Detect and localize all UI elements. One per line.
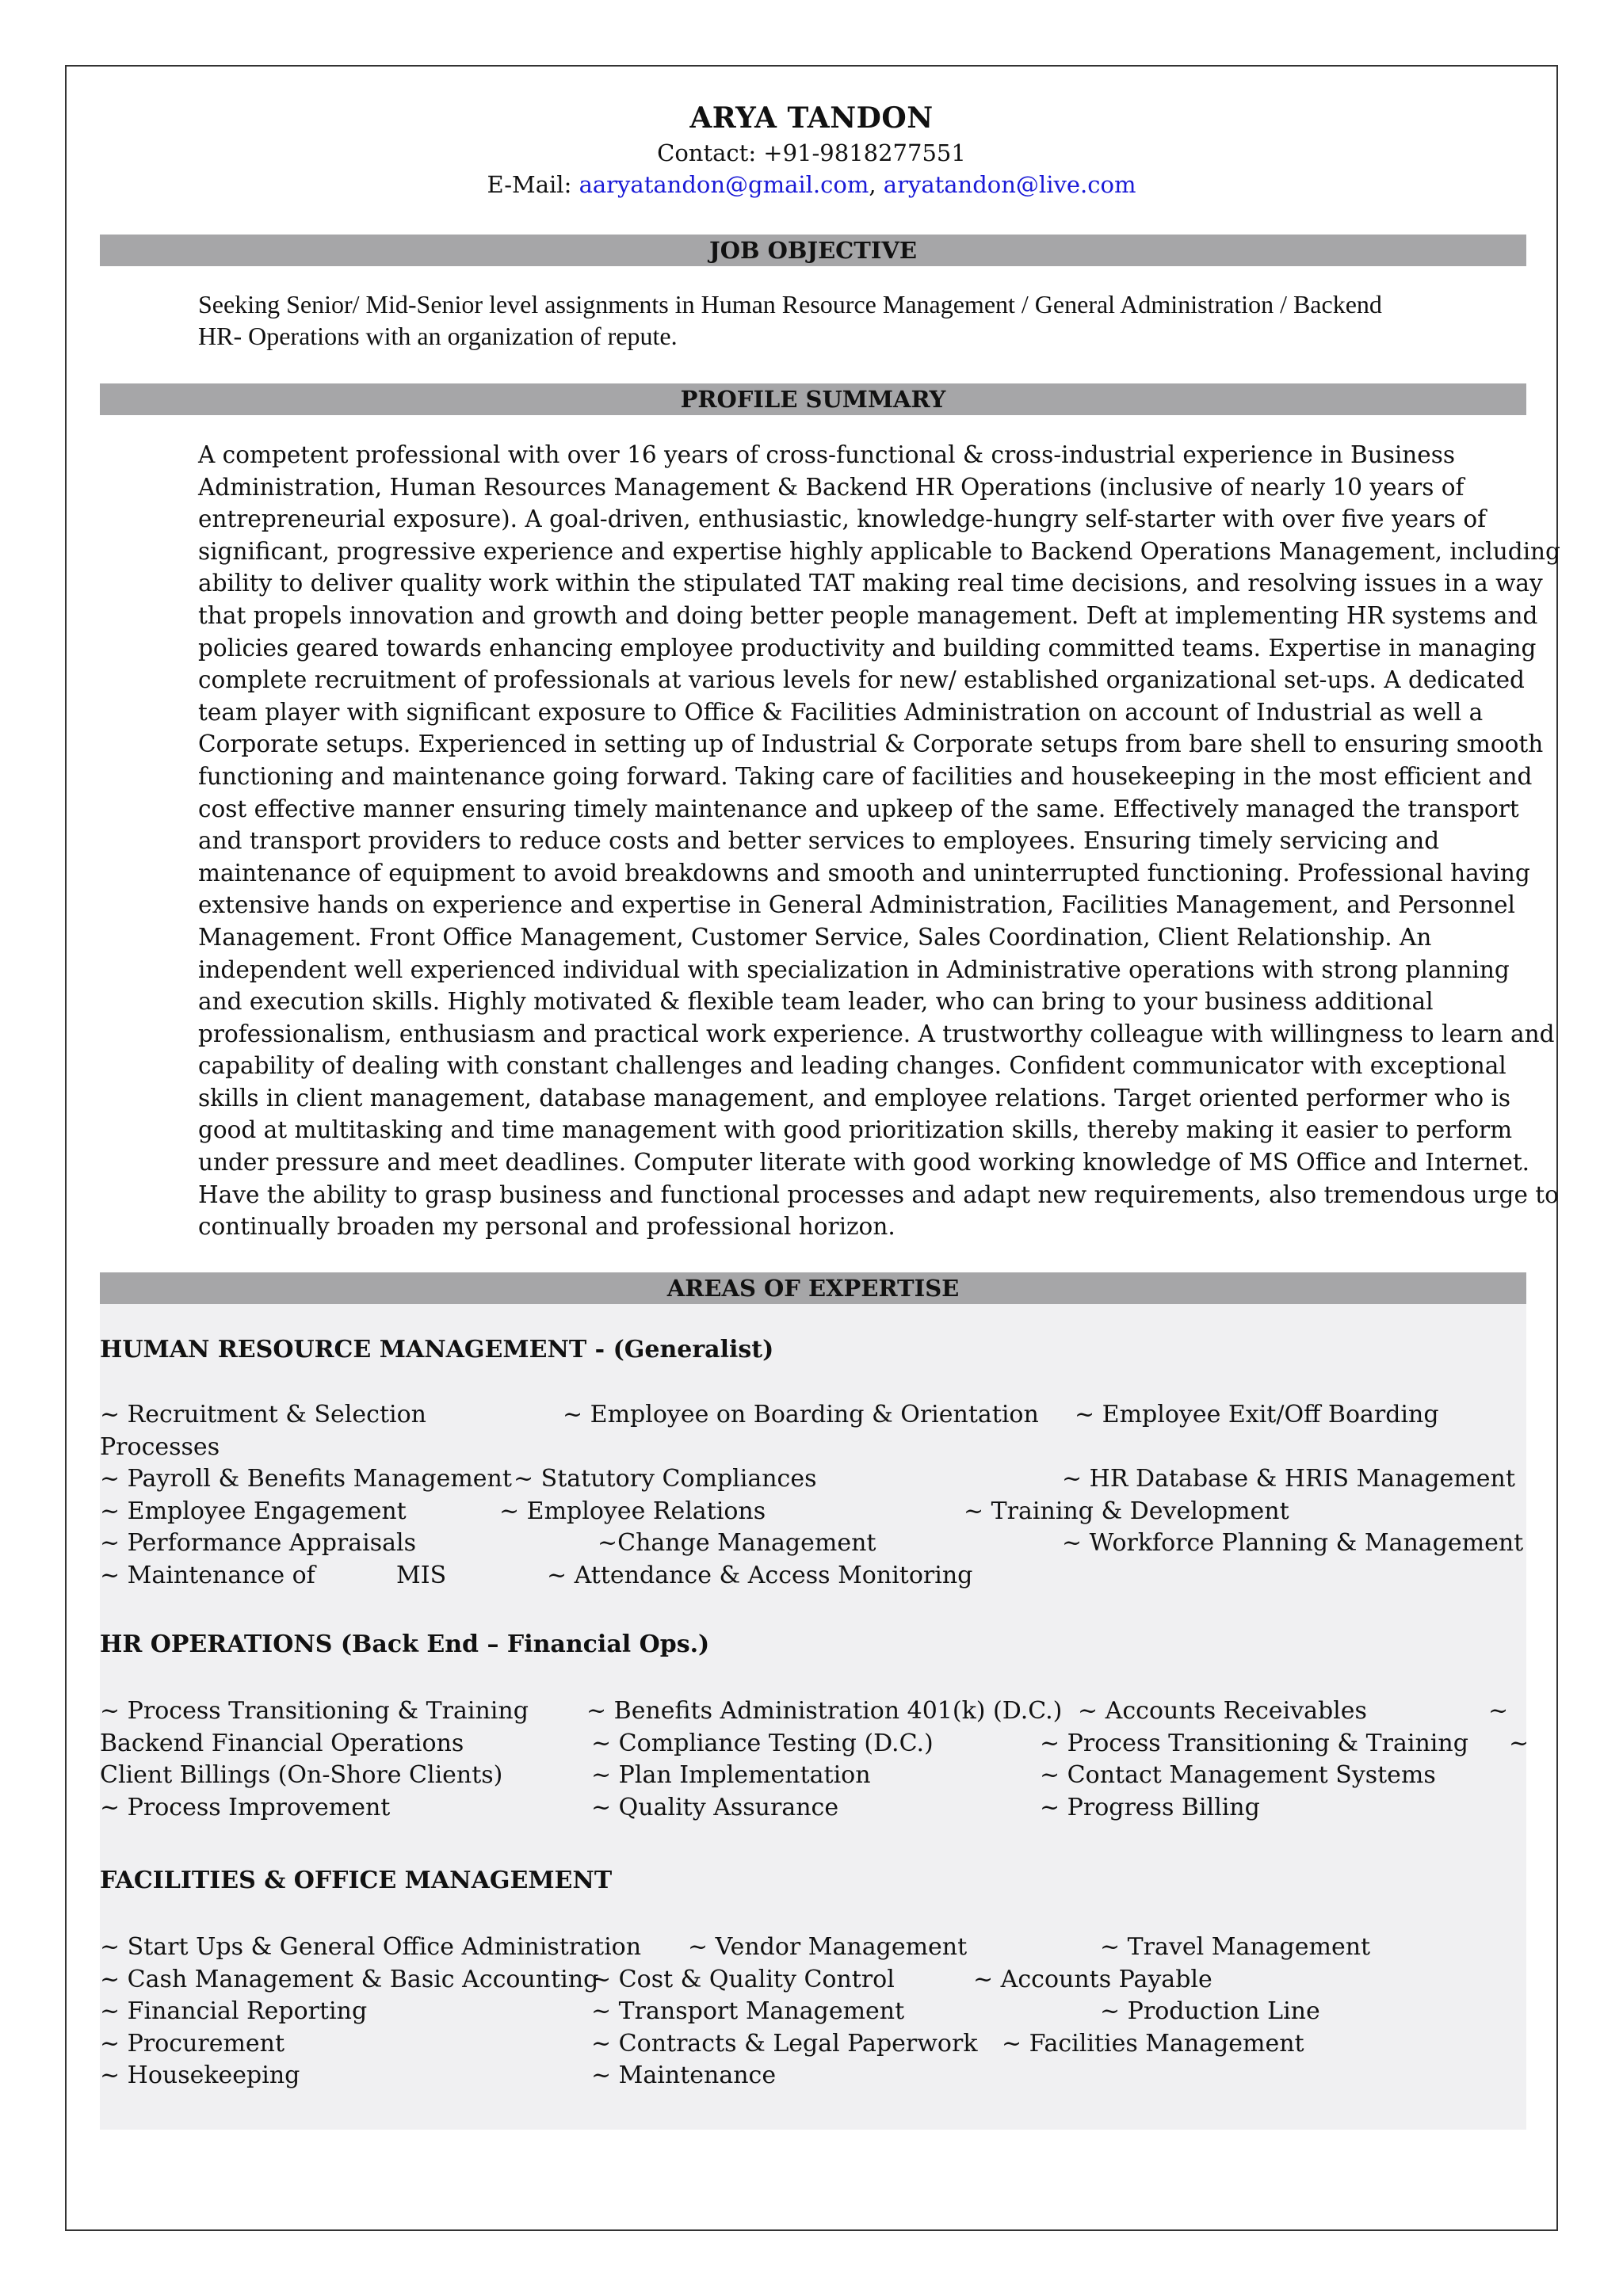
expertise-item: ~ Cost & Quality Control xyxy=(591,1965,895,1993)
hrm-heading: HUMAN RESOURCE MANAGEMENT - (Generalist) xyxy=(100,1336,774,1363)
expertise-item: ~ Housekeeping xyxy=(100,2061,300,2090)
expertise-item: ~ Training & Development xyxy=(964,1497,1289,1525)
profile-summary-line: skills in client management, database management, and employee relations. Target oriented performer who is xyxy=(198,1084,1511,1112)
job-objective-line: Seeking Senior/ Mid-Senior level assignments in Human Resource Management / General Administration / Backend xyxy=(198,290,1382,318)
expertise-item: ~ Workforce Planning & Management xyxy=(1062,1529,1524,1558)
profile-summary-line: ability to deliver quality work within the stipulated TAT making real time decisions, and resolving issues in a way xyxy=(198,570,1543,597)
profile-summary-line: maintenance of equipment to avoid breakdowns and smooth and uninterrupted functioning. Professional having xyxy=(198,859,1530,887)
profile-summary-line: Corporate setups. Experienced in setting up of Industrial & Corporate setups from bare shell to ensuring smooth xyxy=(198,730,1544,758)
expertise-item: ~ HR Database & HRIS Management xyxy=(1062,1465,1515,1493)
job-objective-text xyxy=(198,288,1529,352)
profile-summary-line: entrepreneurial exposure). A goal-driven, enthusiastic, knowledge-hungry self-starter with over five years of xyxy=(198,505,1487,533)
profile-summary-line: Management. Front Office Management, Customer Service, Sales Coordination, Client Relationship. An xyxy=(198,923,1432,951)
profile-summary-line: good at multitasking and time management with good prioritization skills, thereby making it easier to perform xyxy=(198,1116,1513,1144)
profile-summary-line: independent well experienced individual with specialization in Administrative operations with strong planning xyxy=(198,955,1510,983)
expertise-item: ~ Maintenance of xyxy=(100,1562,315,1589)
expertise-item: ~ Procurement xyxy=(100,2029,285,2058)
profile-summary-line: professionalism, enthusiasm and practical work experience. A trustworthy colleague with willingness to learn and xyxy=(198,1020,1555,1047)
profile-summary-line: that propels innovation and growth and doing better people management. Deft at implementing HR systems and xyxy=(198,601,1538,629)
profile-summary-line: complete recruitment of professionals at various levels for new/ established organizational set-ups. A dedicated xyxy=(198,666,1525,694)
profile-summary-line: Have the ability to grasp business and functional processes and adapt new requirements, also tremendous urge to xyxy=(198,1180,1559,1208)
job-objective-heading: JOB OBJECTIVE xyxy=(100,235,1526,266)
expertise-item: ~ Travel Management xyxy=(1100,1933,1371,1961)
profile-summary-line: capability of dealing with constant challenges and leading changes. Confident communicator with exceptional xyxy=(198,1052,1507,1080)
job-objective-line: HR- Operations with an organization of repute. xyxy=(198,322,678,350)
fom-row xyxy=(100,2030,1526,2061)
expertise-item: ~ Statutory Compliances xyxy=(514,1465,817,1493)
expertise-item: ~ Attendance & Access Monitoring xyxy=(547,1562,973,1589)
expertise-item: ~ Performance Appraisals xyxy=(100,1529,417,1558)
hrm-row xyxy=(100,1562,1526,1593)
hrm-row xyxy=(100,1401,1526,1432)
expertise-item: ~ Maintenance xyxy=(591,2061,777,2090)
expertise-item: ~ Process Transitioning & Training xyxy=(1040,1729,1468,1757)
hro-row xyxy=(100,1794,1526,1825)
expertise-item: ~ Process Transitioning & Training xyxy=(100,1697,529,1725)
email-label: E-Mail: xyxy=(487,171,579,198)
expertise-item: ~ Recruitment & Selection xyxy=(100,1401,426,1428)
expertise-item: ~ Contact Management Systems xyxy=(1040,1761,1436,1790)
expertise-item: ~ Accounts Receivables xyxy=(1078,1697,1367,1725)
expertise-item: ~Change Management xyxy=(598,1529,876,1558)
contact-email-line xyxy=(0,171,1623,198)
profile-summary-line: functioning and maintenance going forward. Taking care of facilities and housekeeping in the most efficient and xyxy=(198,762,1533,790)
profile-summary-line: cost effective manner ensuring timely maintenance and upkeep of the same. Effectively managed the transport xyxy=(198,795,1519,822)
expertise-item: ~ Vendor Management xyxy=(688,1933,968,1961)
email-link-1[interactable]: aaryatandon@gmail.com xyxy=(579,171,869,198)
expertise-item: ~ Transport Management xyxy=(591,1997,905,2026)
profile-summary-line: and transport providers to reduce costs and better services to employees. Ensuring timely servicing and xyxy=(198,827,1440,855)
expertise-item: ~ xyxy=(1509,1729,1529,1757)
fom-row xyxy=(100,1933,1526,1965)
expertise-item: ~ Accounts Payable xyxy=(973,1965,1212,1993)
profile-summary-line: team player with significant exposure to Office & Facilities Administration on account of Industrial as well a xyxy=(198,698,1484,726)
fom-row xyxy=(100,1997,1526,2029)
hro-row xyxy=(100,1697,1526,1729)
fom-row xyxy=(100,2061,1526,2093)
expertise-item: Backend Financial Operations xyxy=(100,1729,464,1757)
expertise-item: ~ Start Ups & General Office Administration xyxy=(100,1933,642,1961)
profile-summary-line: continually broaden my personal and professional horizon. xyxy=(198,1213,896,1241)
fom-row xyxy=(100,1966,1526,1997)
expertise-item: ~ Employee on Boarding & Orientation xyxy=(563,1401,1039,1428)
expertise-item: ~ Production Line xyxy=(1100,1997,1320,2026)
profile-summary-line: under pressure and meet deadlines. Computer literate with good working knowledge of MS Office and Internet. xyxy=(198,1149,1530,1177)
expertise-item: ~ Benefits Administration 401(k) (D.C.) xyxy=(586,1697,1063,1725)
expertise-item: ~ Employee Engagement xyxy=(100,1497,407,1525)
hrm-row xyxy=(100,1465,1526,1497)
expertise-item: ~ Compliance Testing (D.C.) xyxy=(591,1729,934,1757)
expertise-item: ~ xyxy=(1488,1697,1509,1725)
expertise-item: Client Billings (On-Shore Clients) xyxy=(100,1761,503,1790)
expertise-item: ~ Cash Management & Basic Accounting xyxy=(100,1965,599,1993)
expertise-item: ~ Progress Billing xyxy=(1040,1793,1260,1821)
hro-heading: HR OPERATIONS (Back End – Financial Ops.) xyxy=(100,1630,710,1658)
profile-summary-text xyxy=(198,439,1560,1243)
email-separator: , xyxy=(869,171,884,198)
profile-summary-line: policies geared towards enhancing employee productivity and building committed teams. Expertise in managing xyxy=(198,634,1537,662)
profile-summary-line: significant, progressive experience and expertise highly applicable to Backend Operations Management, including xyxy=(198,537,1560,565)
expertise-item: ~ Employee Exit/Off Boarding xyxy=(1075,1401,1439,1428)
candidate-name: ARYA TANDON xyxy=(689,101,934,135)
expertise-item: ~ Quality Assurance xyxy=(591,1793,839,1821)
fom-heading: FACILITIES & OFFICE MANAGEMENT xyxy=(100,1867,613,1894)
profile-summary-line: and execution skills. Highly motivated & flexible team leader, who can bring to your business additional xyxy=(198,988,1434,1016)
expertise-item: ~ Contracts & Legal Paperwork xyxy=(591,2029,978,2058)
expertise-item: ~ Plan Implementation xyxy=(591,1761,871,1790)
expertise-item: ~ Process Improvement xyxy=(100,1793,391,1821)
profile-summary-line: extensive hands on experience and expertise in General Administration, Facilities Management, and Personnel xyxy=(198,891,1515,919)
expertise-item: MIS xyxy=(396,1562,447,1589)
expertise-item: ~ Payroll & Benefits Management xyxy=(100,1465,512,1493)
expertise-item: ~ Employee Relations xyxy=(499,1497,766,1525)
hrm-row xyxy=(100,1497,1526,1529)
hro-row xyxy=(100,1729,1529,1761)
hrm-row xyxy=(100,1529,1526,1561)
profile-summary-heading: PROFILE SUMMARY xyxy=(100,383,1526,415)
email-link-2[interactable]: aryatandon@live.com xyxy=(883,171,1136,198)
areas-of-expertise-heading: AREAS OF EXPERTISE xyxy=(100,1272,1526,1304)
profile-summary-line: Administration, Human Resources Management & Backend HR Operations (inclusive of nearly 10 years of xyxy=(198,473,1465,501)
contact-phone: Contact: +91-9818277551 xyxy=(657,139,966,166)
expertise-item: ~ Facilities Management xyxy=(1002,2029,1304,2058)
expertise-item: Processes xyxy=(100,1432,220,1461)
profile-summary-line: A competent professional with over 16 years of cross-functional & cross-industrial experience in Business xyxy=(198,441,1456,468)
hrm-row xyxy=(100,1433,1526,1465)
expertise-item: ~ Financial Reporting xyxy=(100,1997,368,2026)
hro-row xyxy=(100,1761,1526,1793)
